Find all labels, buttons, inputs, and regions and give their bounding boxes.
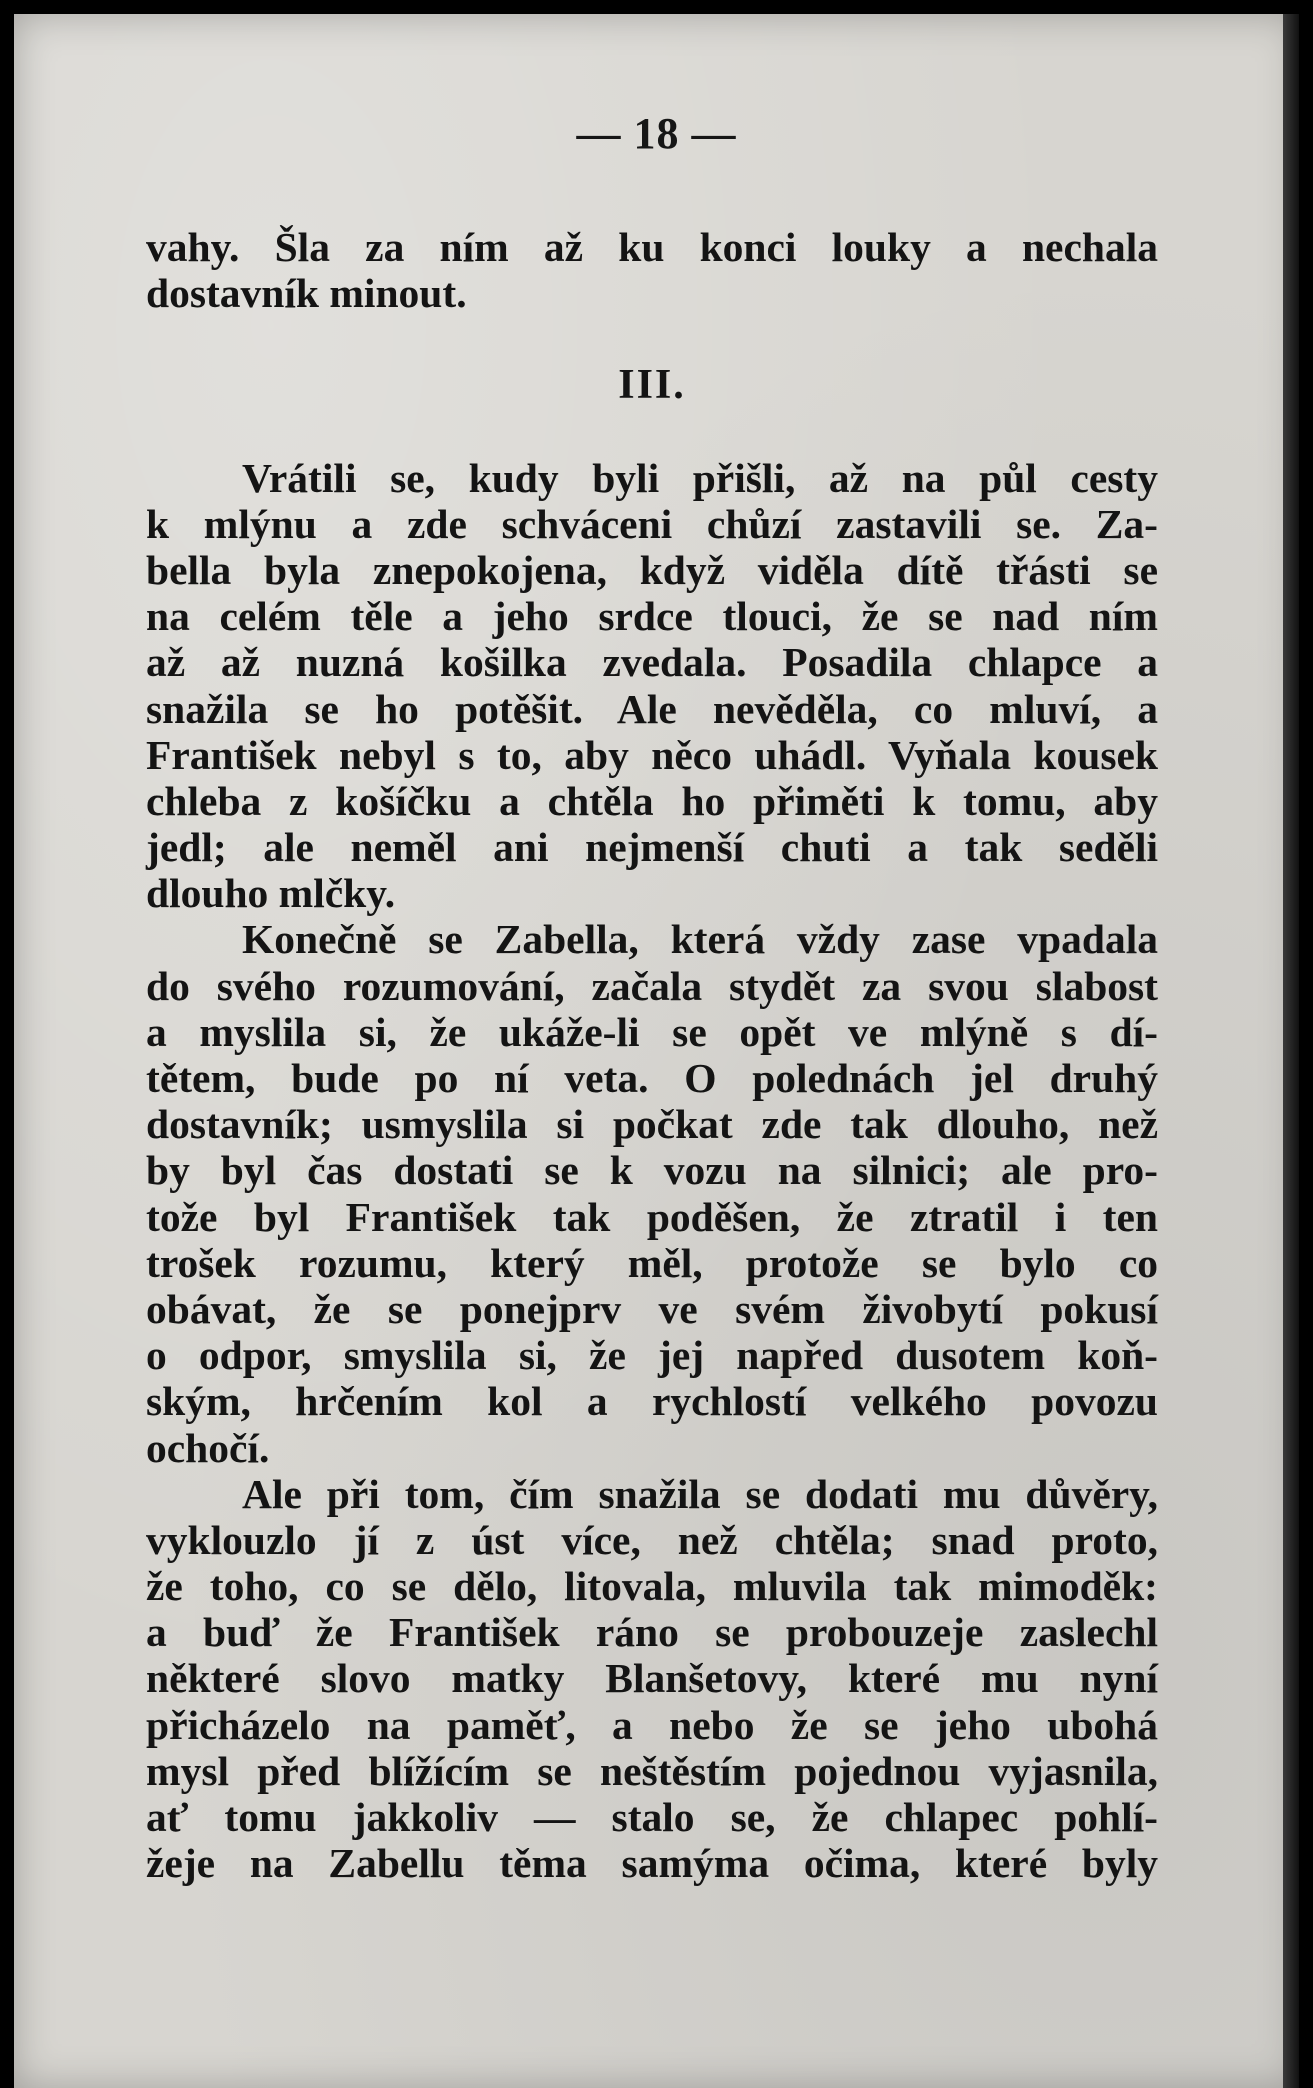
text-line: vyklouzlo jí z úst více, než chtěla; snad proto, xyxy=(146,1516,1158,1563)
text-line: ochočí. xyxy=(146,1424,270,1471)
text-line: ať tomu jakkoliv — stalo se, že chlapec pohlí- xyxy=(146,1794,1158,1840)
text-line: Ale při tom, čím snažila se dodati mu důvěry, xyxy=(242,1470,1158,1517)
text-line: Vrátili se, kudy byli přišli, až na půl cesty xyxy=(242,454,1158,501)
text-line: do svého rozumování, začala stydět za svou slabost xyxy=(146,962,1158,1009)
text-line: František nebyl s to, aby něco uhádl. Vyňala kousek xyxy=(146,731,1158,778)
text-line: že toho, co se dělo, litovala, mluvila tak mimoděk: xyxy=(146,1563,1158,1610)
text-line: až až nuzná košilka zvedala. Posadila chlapce a xyxy=(146,639,1158,686)
text-line: obávat, že se ponejprv ve svém živobytí pokusí xyxy=(146,1285,1158,1332)
text-line: snažila se ho potěšit. Ale nevěděla, co mluví, a xyxy=(146,685,1158,732)
text-line: na celém těle a jeho srdce tlouci, že se nad ním xyxy=(146,593,1158,640)
text-line: dostavník; usmyslila si počkat zde tak dlouho, než xyxy=(146,1101,1158,1148)
text-line: tože byl František tak poděšen, že ztratil i ten xyxy=(146,1193,1158,1240)
text-line: a buď že František ráno se probouzeje zaslechl xyxy=(146,1609,1158,1656)
paragraph xyxy=(146,916,1158,1470)
text-line: by byl čas dostati se k vozu na silnici; ale pro- xyxy=(146,1147,1158,1194)
paragraph xyxy=(146,455,1158,917)
text-line: jedl; ale neměl ani nejmenší chuti a tak seděli xyxy=(146,824,1158,871)
paragraph xyxy=(146,1471,1158,1887)
text-line: tětem, bude po ní veta. O polednách jel druhý xyxy=(146,1055,1158,1101)
text-line: chleba z košíčku a chtěla ho přiměti k tomu, aby xyxy=(146,777,1158,824)
text-line: dlouho mlčky. xyxy=(146,870,396,917)
text-line: žeje na Zabellu těma samýma očima, které byly xyxy=(146,1840,1158,1887)
text-line: k mlýnu a zde schváceni chůzí zastavili se. Za- xyxy=(146,500,1158,547)
text-line: a myslila si, že ukáže-li se opět ve mlýně s dí- xyxy=(146,1008,1158,1055)
text-line: přicházelo na paměť, a nebo že se jeho ubohá xyxy=(146,1701,1158,1748)
text-line: ským, hrčením kol a rychlostí velkého povozu xyxy=(146,1378,1158,1425)
text-line: mysl před blížícím se neštěstím pojednou vyjasnila, xyxy=(146,1747,1158,1794)
text-line: o odpor, smyslila si, že jej napřed dusotem koň- xyxy=(146,1332,1158,1379)
chapter-heading: III. xyxy=(618,362,686,409)
page-text xyxy=(146,224,1158,1886)
text-line: Konečně se Zabella, která vždy zase vpadala xyxy=(242,916,1158,963)
text-line: dostavník minout. xyxy=(146,270,467,317)
book-spine-shadow xyxy=(1283,14,1299,2088)
text-line: bella byla znepokojena, když viděla dítě třásti se xyxy=(146,546,1158,593)
text-line: některé slovo matky Blanšetovy, které mu nyní xyxy=(146,1655,1158,1702)
text-line: vahy. Šla za ním až ku konci louky a nechala xyxy=(146,224,1158,270)
page-number: — 18 — xyxy=(576,109,737,158)
text-line: trošek rozumu, který měl, protože se bylo co xyxy=(146,1239,1158,1286)
